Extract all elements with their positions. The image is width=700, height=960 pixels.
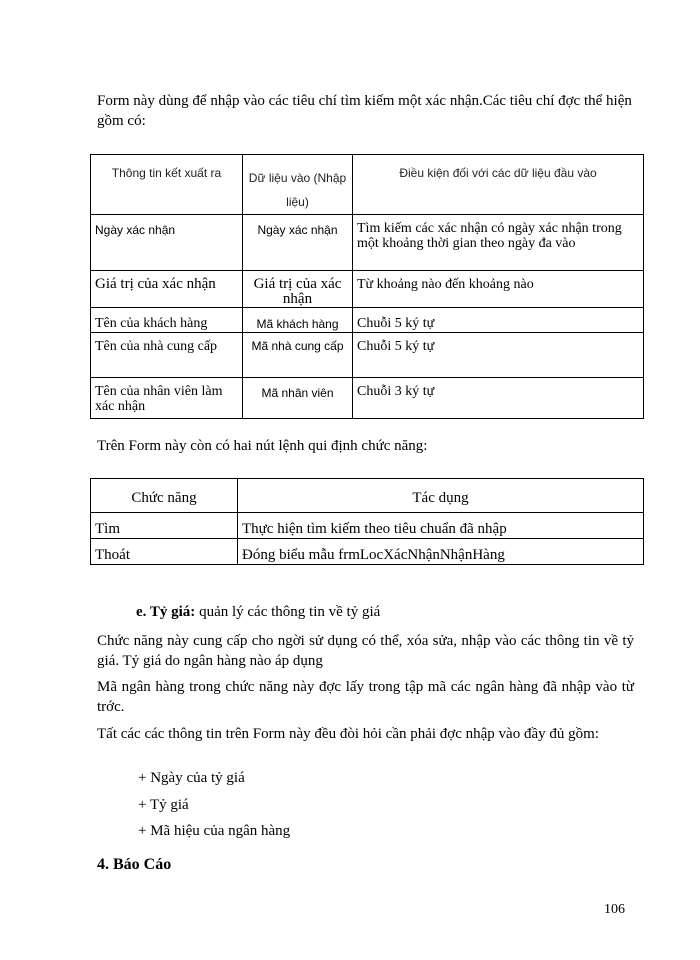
section-4-heading: 4. Báo Cáo <box>97 856 172 873</box>
table-cell: Ngày xác nhận <box>91 215 243 271</box>
table-row <box>91 215 644 271</box>
table-row <box>91 333 644 378</box>
table-cell: Ngày xác nhận <box>243 215 353 271</box>
section-e-text: quản lý các thông tin về tỷ giá <box>195 604 381 620</box>
table-cell: Thực hiện tìm kiếm theo tiêu chuẩn đã nhập <box>238 513 644 539</box>
buttons-table <box>90 478 644 565</box>
table-row <box>91 308 644 333</box>
section-e-heading <box>136 604 380 621</box>
bullet-item: + Ngày của tỷ giá <box>138 770 245 786</box>
table-cell: Đóng biểu mẫu frmLocXácNhậnNhậnHàng <box>238 539 644 565</box>
table-row <box>91 539 644 565</box>
bullet-item: + Tỷ giá <box>138 797 189 813</box>
table-row <box>91 513 644 539</box>
table-cell: Tên của nhà cung cấp <box>91 333 243 378</box>
table-header-cell: Thông tin kết xuất ra <box>91 155 243 215</box>
table-cell: Chuỗi 3 ký tự <box>353 378 644 419</box>
table-cell: Tên của khách hàng <box>91 308 243 333</box>
table-cell: Chuỗi 5 ký tự <box>353 308 644 333</box>
table-cell: Thoát <box>91 539 238 565</box>
table-cell: Giá trị của xác nhận <box>91 271 243 308</box>
criteria-table <box>90 154 644 419</box>
paragraph-1: Chức năng này cung cấp cho ngời sử dụng có thể, xóa sửa, nhập vào các thông tin về tỷ giá. Tỷ giá do ngân hàng nào áp dụng <box>97 633 634 669</box>
table-row <box>91 378 644 419</box>
table-header-row <box>91 155 644 215</box>
table-row <box>91 271 644 308</box>
table-header-cell: Điều kiện đối với các dữ liệu đầu vào <box>353 155 644 215</box>
table-cell: Mã nhà cung cấp <box>243 333 353 378</box>
table-cell: Từ khoảng nào đến khoảng nào <box>353 271 644 308</box>
section-e-label: e. Tỷ giá: <box>136 604 196 620</box>
table-cell: Giá trị của xác nhận <box>243 271 353 308</box>
table-cell: Tìm <box>91 513 238 539</box>
paragraph-3: Tất các các thông tin trên Form này đều đòi hỏi cần phải đợc nhập vào đầy đủ gồm: <box>97 726 599 742</box>
table-header-cell: Dữ liệu vào (Nhập liệu) <box>243 155 353 215</box>
paragraph-2: Mã ngân hàng trong chức năng này đợc lấy trong tập mã các ngân hàng đã nhập vào từ trớc. <box>97 679 634 715</box>
table-cell: Tên của nhân viên làm xác nhận <box>91 378 243 419</box>
table-header-cell: Chức năng <box>91 479 238 513</box>
table-cell: Chuỗi 5 ký tự <box>353 333 644 378</box>
intro-paragraph: Form này dùng để nhập vào các tiêu chí tìm kiếm một xác nhận.Các tiêu chí đợc thể hiện gồm có: <box>97 93 632 129</box>
table-cell: Tìm kiếm các xác nhận có ngày xác nhận trong một khoảng thời gian theo ngày đa vào <box>353 215 644 271</box>
page-number: 106 <box>604 902 625 917</box>
table-header-cell: Tác dụng <box>238 479 644 513</box>
buttons-intro-paragraph: Trên Form này còn có hai nút lệnh qui định chức năng: <box>97 438 428 454</box>
table-header-row <box>91 479 644 513</box>
table-cell: Mã nhân viên <box>243 378 353 419</box>
bullet-item: + Mã hiệu của ngân hàng <box>138 823 291 839</box>
table-cell: Mã khách hàng <box>243 308 353 333</box>
